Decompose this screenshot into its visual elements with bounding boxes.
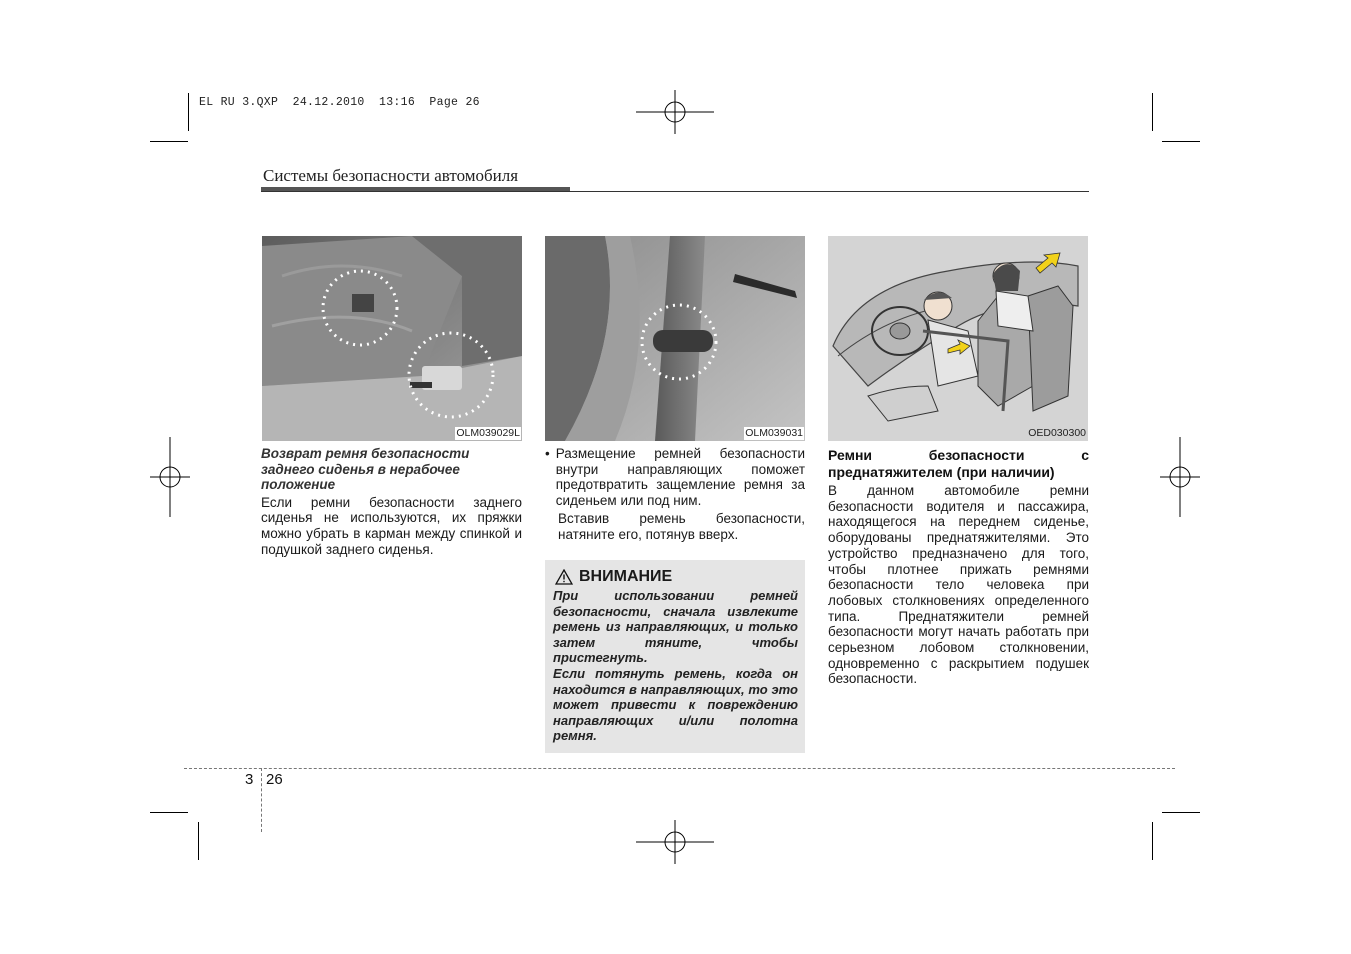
figure-label: OED030300 <box>1028 427 1086 439</box>
body-paragraph: В данном автомобиле ремни безопасности водителя и пассажира, находящегося на переднем сиденье, оборудованы преднатяжителями. Это устройство предназначено для того, чтобы плотнее прижать ремнями безопасности тело человека при лобовых столкновениях определенного типа. Преднатяжители ремней безопасности могут начать работать при серьезном лобовом столкновении, одновременно с раскрытием подушек безопасности. <box>828 483 1089 687</box>
bullet-text: Размещение ремней безопасности внутри направляющих поможет предотвратить защемление ремня за сиденьем или под ним. <box>555 446 805 509</box>
pretensioner-illustration <box>828 236 1088 441</box>
warning-paragraph: Если потянуть ремень, когда он находится в направляющих, то это может привести к повреждению направляющих и/или полотна ремня. <box>553 665 798 744</box>
footer-divider <box>261 768 262 832</box>
registration-mark-icon <box>150 437 190 517</box>
body-paragraph: Вставив ремень безопасности, натяните его, потянув вверх. <box>558 510 805 542</box>
registration-mark-icon <box>1160 437 1200 517</box>
column-2 <box>545 446 805 542</box>
warning-text <box>553 588 798 744</box>
warning-box <box>545 560 805 753</box>
section-number: 3 <box>245 771 254 788</box>
figure-label: OLM039031 <box>745 427 803 439</box>
warning-triangle-icon <box>555 569 573 585</box>
bullet-marker: • <box>545 446 550 461</box>
registration-mark-icon <box>636 90 714 134</box>
section-heading: Возврат ремня безопасности заднего сиденья в нерабочее положение <box>261 446 470 492</box>
warning-paragraph: При использовании ремней безопасности, сначала извлеките ремень из направляющих, и только затем тяните, чтобы пристегнуть. <box>553 588 798 666</box>
rear-seat-belt-photo <box>262 236 522 441</box>
warning-title-text: ВНИМАНИЕ <box>579 568 673 585</box>
header-rule <box>261 191 1089 192</box>
page-number: 26 <box>266 771 283 788</box>
page-title: Системы безопасности автомобиля <box>263 166 519 185</box>
seat-belt-guide-photo <box>545 236 805 441</box>
body-paragraph: Если ремни безопасности заднего сиденья не используются, их пряжки можно убрать в карман между спинкой и подушкой заднего сиденья. <box>261 494 522 557</box>
bullet-item <box>545 446 805 509</box>
registration-mark-icon <box>636 820 714 864</box>
section-heading: Ремни безопасности с преднатяжителем (при наличии) <box>828 447 1089 480</box>
warning-title <box>555 568 672 586</box>
column-3 <box>828 447 1089 687</box>
footer-rule <box>184 768 1175 769</box>
column-1 <box>261 446 522 557</box>
figure-label: OLM039029L <box>456 427 520 439</box>
print-slug: EL RU 3.QXP 24.12.2010 13:16 Page 26 <box>199 96 480 109</box>
